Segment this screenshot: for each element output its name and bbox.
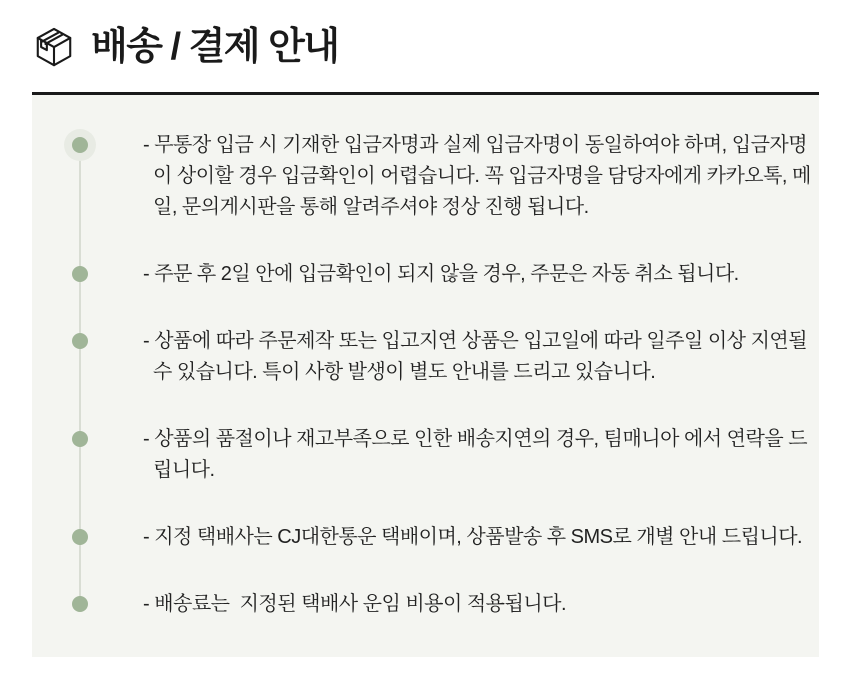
notice-item bbox=[32, 424, 819, 486]
page-title: 배송 / 결제 안내 bbox=[91, 26, 339, 69]
notice-item bbox=[32, 326, 819, 388]
notice-text: - 무통장 입금 시 기재한 입금자명과 실제 입금자명이 동일하여야 하며, 입금자명이 상이할 경우 입금확인이 어렵습니다. 꼭 입금자명을 담당자에게 카카오톡, 메일, 문의게시판을 통해 알려주셔야 정상 진행 됩니다. bbox=[143, 134, 811, 218]
notice-text: - 상품에 따라 주문제작 또는 입고지연 상품은 입고일에 따라 일주일 이상 지연될 수 있습니다. 특이 사항 발생이 별도 안내를 드리고 있습니다. bbox=[143, 330, 813, 383]
notice-text: - 상품의 품절이나 재고부족으로 인한 배송지연의 경우, 팀매니아 에서 연락을 드립니다. bbox=[143, 428, 808, 481]
notice-timeline bbox=[32, 130, 819, 620]
timeline-dot-icon bbox=[72, 137, 88, 153]
timeline-dot-icon bbox=[72, 596, 88, 612]
timeline-dot-icon bbox=[72, 266, 88, 282]
notice-text: - 배송료는 지정된 택배사 운임 비용이 적용됩니다. bbox=[143, 593, 567, 615]
notice-panel bbox=[32, 95, 819, 657]
notice-text: - 지정 택배사는 CJ대한통운 택배이며, 상품발송 후 SMS로 개별 안내 드립니다. bbox=[143, 526, 803, 548]
notice-item bbox=[32, 259, 819, 290]
package-box-icon bbox=[33, 25, 75, 71]
notice-item bbox=[32, 130, 819, 223]
timeline-dot-icon bbox=[72, 333, 88, 349]
notice-item bbox=[32, 522, 819, 553]
notice-text: - 주문 후 2일 안에 입금확인이 되지 않을 경우, 주문은 자동 취소 됩니다. bbox=[143, 263, 739, 285]
timeline-dot-icon bbox=[72, 529, 88, 545]
notice-item bbox=[32, 589, 819, 620]
section-header bbox=[0, 0, 850, 71]
timeline-dot-icon bbox=[72, 431, 88, 447]
